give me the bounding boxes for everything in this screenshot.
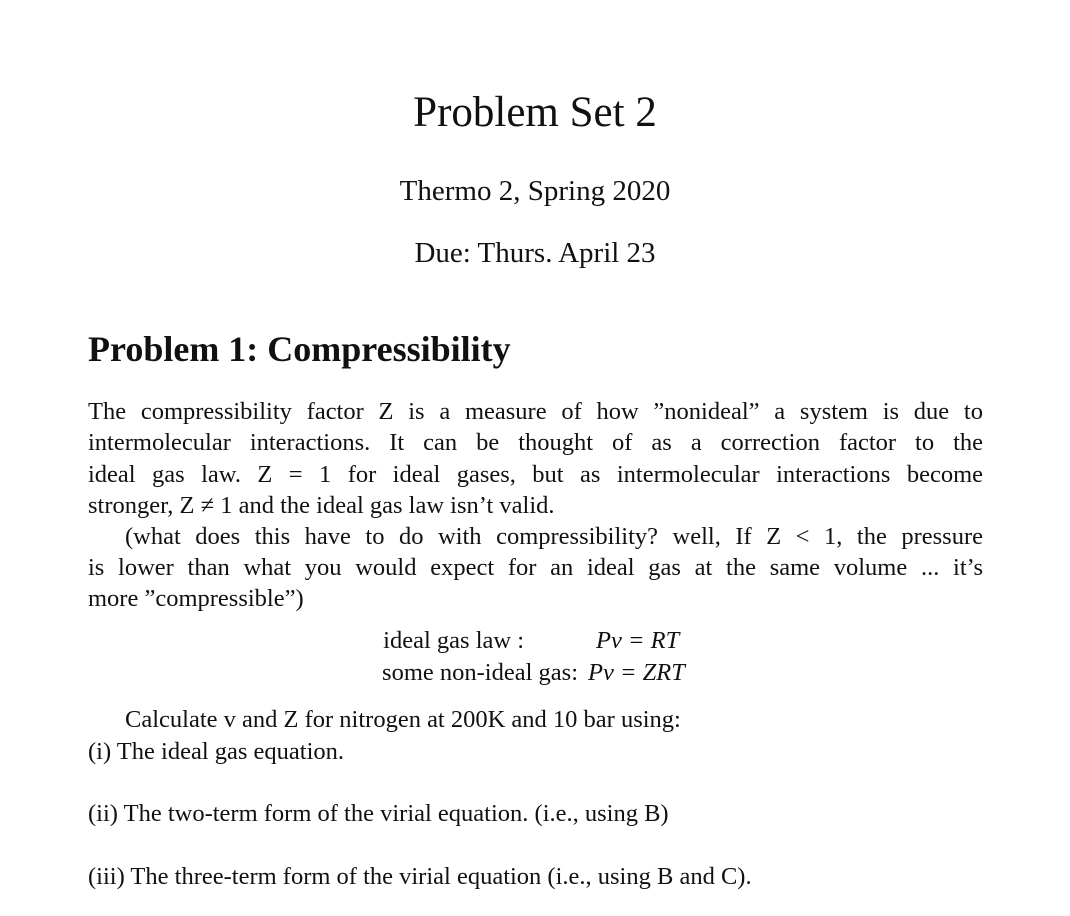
paragraph-2-line: more ”compressible”) <box>88 585 304 612</box>
due-date: Due: Thurs. April 23 <box>414 237 656 269</box>
paragraph-1-line: The compressibility factor Z is a measure of how ”nonideal” a system is due to <box>88 398 983 425</box>
task-intro: Calculate v and Z for nitrogen at 200K and 10 bar using: <box>125 706 681 733</box>
course-subtitle: Thermo 2, Spring 2020 <box>399 175 671 207</box>
paragraph-1-line: ideal gas law. Z = 1 for ideal gases, but as intermolecular interactions become <box>88 461 983 488</box>
equation-label: some non-ideal gas: <box>382 659 578 686</box>
equation-math: Pv = ZRT <box>588 659 685 686</box>
task-part-ii: (ii) The two-term form of the virial equation. (i.e., using B) <box>88 800 669 827</box>
equation-math: Pv = RT <box>596 627 680 654</box>
paragraph-1-line: intermolecular interactions. It can be thought of as a correction factor to the <box>88 429 983 456</box>
paragraph-1-line: stronger, Z ≠ 1 and the ideal gas law isn’t valid. <box>88 492 555 519</box>
equation-label: ideal gas law : <box>383 627 524 654</box>
paragraph-2-line: is lower than what you would expect for an ideal gas at the same volume ... it’s <box>88 554 983 581</box>
task-part-iii: (iii) The three-term form of the virial equation (i.e., using B and C). <box>88 863 752 890</box>
document-title: Problem Set 2 <box>413 89 657 136</box>
paragraph-2-line: (what does this have to do with compressibility? well, If Z < 1, the pressure <box>125 523 983 550</box>
task-part-i: (i) The ideal gas equation. <box>88 738 345 765</box>
problem-1-heading: Problem 1: Compressibility <box>88 329 511 369</box>
